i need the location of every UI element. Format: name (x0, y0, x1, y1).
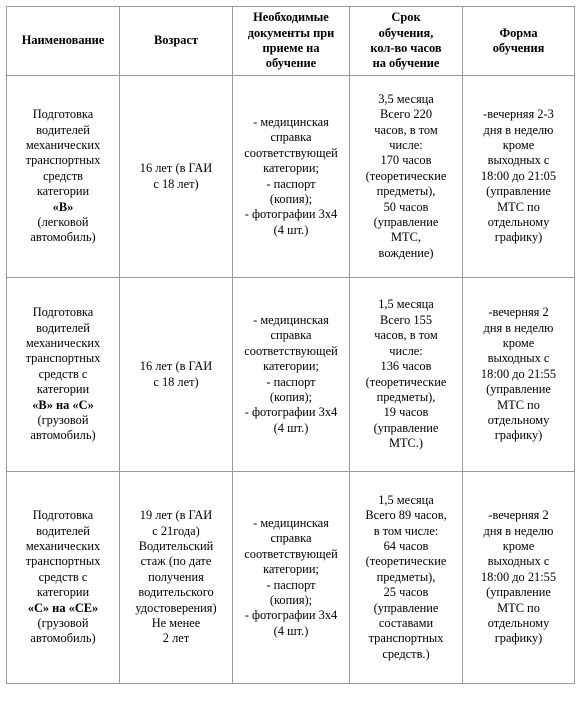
cell-term (350, 472, 463, 684)
cell-line: (копия); (269, 592, 313, 607)
cell-line: получения (148, 569, 204, 584)
cell-line: 16 лет (в ГАИ (139, 161, 213, 176)
cell-line: (управление (486, 382, 551, 397)
cell-line: справка (270, 328, 312, 343)
cell-line: с 21года) (152, 523, 200, 538)
cell-age (120, 472, 233, 684)
cell-line: Срок (391, 10, 421, 25)
cell-line: - паспорт (266, 577, 316, 592)
cell-form (463, 76, 575, 278)
training-table (6, 6, 575, 684)
cell-line: - фотографии 3х4 (244, 608, 338, 623)
cell-line: соответствующей (244, 546, 338, 561)
cell-line: удостоверения) (135, 600, 217, 615)
cell-name (7, 472, 120, 684)
cell-line: - паспорт (266, 374, 316, 389)
cell-documents (233, 472, 350, 684)
cell-line: кроме (502, 137, 535, 152)
table-row (7, 472, 575, 684)
cell-line: (теоретические (365, 374, 447, 389)
cell-line: предметы), (376, 389, 436, 404)
cell-line: с 18 лет) (153, 374, 199, 389)
cell-line: автомобиль) (30, 230, 96, 245)
cell-line: предметы), (376, 184, 436, 199)
cell-line: 19 часов (383, 405, 429, 420)
cell-line: категории; (263, 161, 319, 176)
cell-line: «В» на «С» (32, 397, 94, 412)
cell-line: (грузовой (37, 413, 89, 428)
cell-line: отдельному (487, 215, 550, 230)
cell-line: «С» на «СЕ» (27, 600, 99, 615)
cell-line: (легковой (37, 215, 89, 230)
cell-line: 18:00 до 21:55 (480, 366, 557, 381)
cell-line: -вечерняя 2 (488, 508, 549, 523)
cell-line: 18:00 до 21:55 (480, 569, 557, 584)
cell-line: Всего 89 часов, (365, 508, 447, 523)
cell-line: водителей (36, 122, 90, 137)
cell-form (463, 472, 575, 684)
cell-line: Всего 155 (379, 312, 433, 327)
cell-line: автомобиль) (30, 428, 96, 443)
header-name (7, 7, 120, 76)
cell-line: дня в неделю (483, 523, 554, 538)
table-row (7, 76, 575, 278)
cell-line: отдельному (487, 616, 550, 631)
cell-line: предметы), (376, 569, 436, 584)
cell-line: Подготовка (32, 305, 94, 320)
cell-line: вождение) (378, 245, 434, 260)
cell-line: соответствующей (244, 343, 338, 358)
cell-line: - медицинская (253, 114, 329, 129)
cell-line: графику) (494, 230, 543, 245)
cell-line: в том числе: (373, 523, 439, 538)
cell-line: (управление (373, 600, 439, 615)
cell-line: числе: (389, 343, 423, 358)
cell-line: справка (270, 130, 312, 145)
header-term (350, 7, 463, 76)
cell-term (350, 76, 463, 278)
cell-line: Всего 220 (379, 107, 433, 122)
cell-line: МТС по (497, 600, 540, 615)
cell-line: 170 часов (380, 153, 432, 168)
cell-line: - медицинская (253, 312, 329, 327)
cell-line: кроме (502, 335, 535, 350)
cell-documents (233, 278, 350, 472)
cell-line: (управление (486, 585, 551, 600)
cell-line: -вечерняя 2-3 (483, 107, 554, 122)
header-documents (233, 7, 350, 76)
cell-line: «В» (52, 199, 74, 214)
cell-line: Наименование (21, 33, 105, 48)
cell-line: Водительский (138, 538, 214, 553)
cell-name (7, 76, 120, 278)
cell-line: средств.) (382, 646, 430, 661)
cell-line: стаж (по дате (140, 554, 212, 569)
cell-documents (233, 76, 350, 278)
cell-line: транспортных (368, 631, 444, 646)
cell-line: графику) (494, 428, 543, 443)
cell-line: (грузовой (37, 616, 89, 631)
cell-line: документы при (247, 25, 335, 40)
cell-line: (4 шт.) (273, 623, 309, 638)
cell-line: водительского (138, 585, 214, 600)
cell-line: 136 часов (380, 359, 432, 374)
cell-line: МТС по (497, 397, 540, 412)
cell-line: выходных с (487, 153, 550, 168)
cell-line: механических (25, 335, 101, 350)
cell-line: 1,5 месяца (378, 492, 434, 507)
cell-line: (теоретические (365, 554, 447, 569)
cell-line: категории; (263, 562, 319, 577)
cell-line: - фотографии 3х4 (244, 405, 338, 420)
cell-line: 3,5 месяца (378, 91, 434, 106)
cell-line: МТС.) (388, 436, 424, 451)
cell-line: МТС, (391, 230, 421, 245)
cell-line: средств с (38, 569, 88, 584)
cell-line: - фотографии 3х4 (244, 207, 338, 222)
cell-line: 2 лет (162, 631, 190, 646)
cell-line: категории (36, 382, 90, 397)
cell-line: Подготовка (32, 107, 94, 122)
cell-line: транспортных (25, 351, 101, 366)
cell-line: (управление (373, 215, 439, 230)
cell-line: кроме (502, 538, 535, 553)
cell-line: на обучение (372, 56, 440, 71)
cell-line: транспортных (25, 153, 101, 168)
cell-line: (управление (486, 184, 551, 199)
cell-line: Возраст (153, 33, 199, 48)
cell-term (350, 278, 463, 472)
cell-age (120, 76, 233, 278)
table-row (7, 278, 575, 472)
cell-line: Форма (499, 25, 538, 40)
cell-line: Подготовка (32, 508, 94, 523)
header-form (463, 7, 575, 76)
cell-line: выходных с (487, 351, 550, 366)
cell-line: 16 лет (в ГАИ (139, 359, 213, 374)
cell-line: (4 шт.) (273, 420, 309, 435)
cell-line: Не менее (151, 616, 201, 631)
cell-line: числе: (389, 137, 423, 152)
cell-line: 64 часов (383, 538, 429, 553)
cell-line: выходных с (487, 554, 550, 569)
cell-line: (управление (373, 420, 439, 435)
cell-line: справка (270, 531, 312, 546)
cell-line: - паспорт (266, 176, 316, 191)
cell-line: дня в неделю (483, 320, 554, 335)
cell-line: механических (25, 538, 101, 553)
cell-line: приеме на (262, 41, 320, 55)
cell-line: категории (36, 585, 90, 600)
cell-line: (теоретические (365, 168, 447, 183)
cell-line: 50 часов (383, 199, 429, 214)
cell-line: категории (36, 184, 90, 199)
cell-line: Необходимые (253, 10, 329, 25)
cell-line: категории; (263, 359, 319, 374)
cell-line: -вечерняя 2 (488, 305, 549, 320)
cell-line: (4 шт.) (273, 222, 309, 237)
cell-line: механических (25, 137, 101, 152)
cell-line: обучение (265, 56, 317, 71)
cell-line: часов, в том (374, 328, 438, 343)
cell-line: 19 лет (в ГАИ (139, 508, 213, 523)
cell-line: водителей (36, 523, 90, 538)
cell-line: средств с (38, 366, 88, 381)
cell-line: графику) (494, 631, 543, 646)
cell-line: кол-во часов (370, 41, 442, 55)
cell-line: отдельному (487, 413, 550, 428)
cell-form (463, 278, 575, 472)
cell-line: транспортных (25, 554, 101, 569)
cell-line: автомобиль) (30, 631, 96, 646)
cell-line: дня в неделю (483, 122, 554, 137)
header-row (7, 7, 575, 76)
cell-line: (копия); (269, 389, 313, 404)
cell-line: водителей (36, 320, 90, 335)
cell-line: обучения (492, 41, 545, 55)
header-age (120, 7, 233, 76)
cell-line: 1,5 месяца (378, 297, 434, 312)
cell-age (120, 278, 233, 472)
cell-line: составами (378, 616, 434, 631)
cell-name (7, 278, 120, 472)
cell-line: часов, в том (374, 122, 438, 137)
cell-line: МТС по (497, 199, 540, 214)
cell-line: (копия); (269, 191, 313, 206)
cell-line: - медицинская (253, 515, 329, 530)
cell-line: 18:00 до 21:05 (480, 168, 557, 183)
cell-line: обучения, (378, 25, 434, 40)
cell-line: 25 часов (383, 585, 429, 600)
cell-line: соответствующей (244, 145, 338, 160)
cell-line: средств (42, 168, 84, 183)
cell-line: с 18 лет) (153, 176, 199, 191)
